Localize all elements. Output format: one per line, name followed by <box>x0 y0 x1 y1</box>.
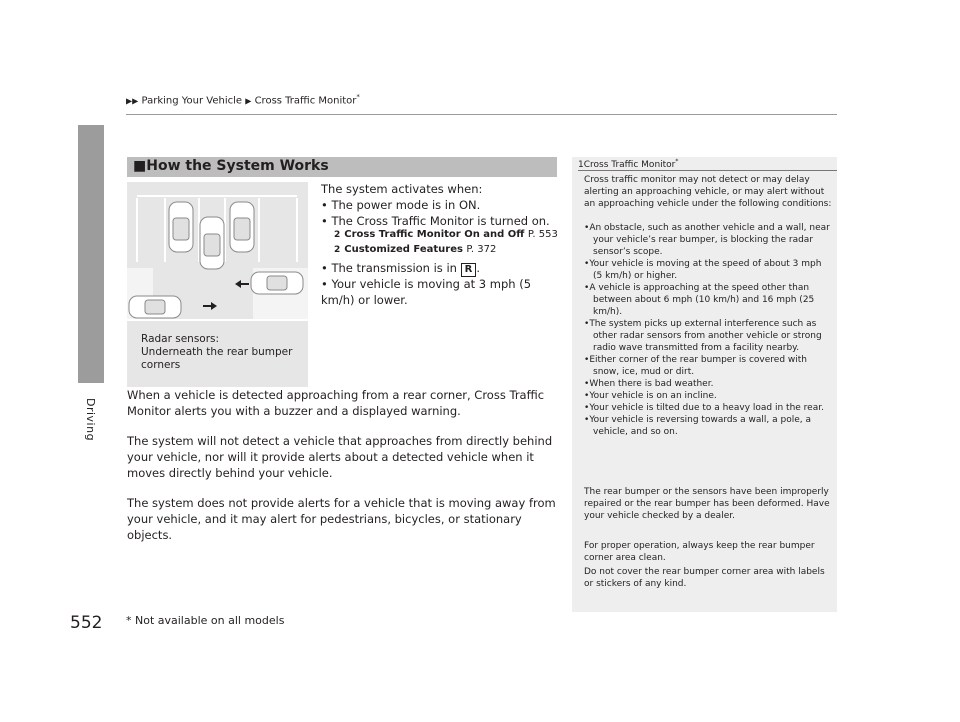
approaching-car-right <box>251 272 303 294</box>
paragraph-limitation: The system will not detect a vehicle that approaches from directly behind your vehicle, nor will it provide alerts about a detected vehicle when it moves directly behind your vehicle. <box>127 434 553 480</box>
sidebar-bullet: •Either corner of the rear bumper is covered with snow, ice, mud or dirt. <box>584 355 807 377</box>
sidebar-bullet: •An obstacle, such as another vehicle and a wall, near your vehicle’s rear bumper, is blocking the radar sensor’s scope. <box>584 223 830 257</box>
paragraph-no-alert: The system does not provide alerts for a vehicle that is moving away from your vehicle, and it may alert for pedestrians, bicycles, or stationary objects. <box>127 496 556 542</box>
sidebar-bullet: •Your vehicle is on an incline. <box>584 391 717 401</box>
sidebar-cover-note: Do not cover the rear bumper corner area with labels or stickers of any kind. <box>584 567 825 589</box>
xref-arrow-icon: 2 <box>334 245 341 255</box>
xref-link[interactable]: 2 Customized Features P. 372 <box>334 244 497 255</box>
paragraph-detection: When a vehicle is detected approaching from a rear corner, Cross Traffic Monitor alerts you with a buzzer and a displayed warning. <box>127 388 545 418</box>
figure-caption <box>141 333 306 372</box>
gear-r-icon: R <box>461 263 477 277</box>
breadcrumb-arrow-icon: ▶▶ <box>126 96 139 106</box>
sidebar-bullet: •Your vehicle is reversing towards a wall, a pole, a vehicle, and so on. <box>584 415 811 437</box>
chapter-tab <box>78 125 104 383</box>
footnote: * Not available on all models <box>126 614 285 627</box>
condition-item: • Your vehicle is moving at 3 mph (5 km/h) or lower. <box>321 277 532 307</box>
condition-item: • The power mode is in ON. <box>321 198 481 212</box>
sidebar-title-icon: 1 <box>578 160 584 170</box>
sidebar-repair-note: The rear bumper or the sensors have been improperly repaired or the rear bumper has been deformed. Have your vehicle checked by a dealer. <box>584 487 830 521</box>
parked-car-right <box>230 202 254 252</box>
sidebar-bullet: •When there is bad weather. <box>584 379 714 389</box>
header-rule <box>126 114 837 115</box>
figure-caption-line-1: Radar sensors: <box>141 333 220 345</box>
sidebar-bullet: •Your vehicle is tilted due to a heavy load in the rear. <box>584 403 824 413</box>
sidebar-bullet: •The system picks up external interference such as other radar sensors from another vehicle or strong radio wave transmitted from a facility nearby. <box>584 319 822 353</box>
xref-arrow-icon: 2 <box>334 230 341 240</box>
chapter-label: Driving <box>84 398 97 442</box>
approaching-car-left <box>129 296 181 318</box>
breadcrumb-arrow-icon: ▶ <box>245 96 252 106</box>
sidebar-rule <box>578 170 837 171</box>
sidebar-bullets <box>584 222 832 438</box>
section-heading-bar <box>127 157 557 177</box>
sidebar-intro: Cross traffic monitor may not detect or may delay alerting an approaching vehicle, or may alert without an approaching vehicle under the following conditions: <box>584 175 832 209</box>
condition-item: • The Cross Traffic Monitor is turned on. <box>321 214 550 228</box>
arrow-right-icon <box>203 302 217 310</box>
parked-car-left <box>169 202 193 252</box>
arrow-left-icon <box>235 280 249 288</box>
section-heading: ■How the System Works <box>133 158 329 174</box>
breadcrumb <box>126 93 360 106</box>
breadcrumb-item-parking[interactable]: Parking Your Vehicle <box>141 95 243 107</box>
xref-link[interactable]: 2 Cross Traffic Monitor On and Off P. 553 <box>334 229 558 240</box>
sidebar-title: 1Cross Traffic Monitor* <box>578 158 679 170</box>
sidebar-bullet: •A vehicle is approaching at the speed other than between about 6 mph (10 km/h) and 16 mph (25 km/h). <box>584 283 815 317</box>
reversing-vehicle <box>200 217 224 269</box>
page-number: 552 <box>70 613 103 633</box>
condition-item: • The transmission is in R . <box>321 261 480 275</box>
breadcrumb-star: * <box>356 93 360 101</box>
figure-caption-line-2: Underneath the rear bumper corners <box>141 346 293 371</box>
activation-intro: The system activates when: <box>321 182 483 196</box>
breadcrumb-item-cross-traffic[interactable]: Cross Traffic Monitor <box>254 95 357 107</box>
sidebar-bullet: •Your vehicle is moving at the speed of about 3 mph (5 km/h) or higher. <box>584 259 822 281</box>
sidebar-clean-note: For proper operation, always keep the rear bumper corner area clean. <box>584 541 815 563</box>
